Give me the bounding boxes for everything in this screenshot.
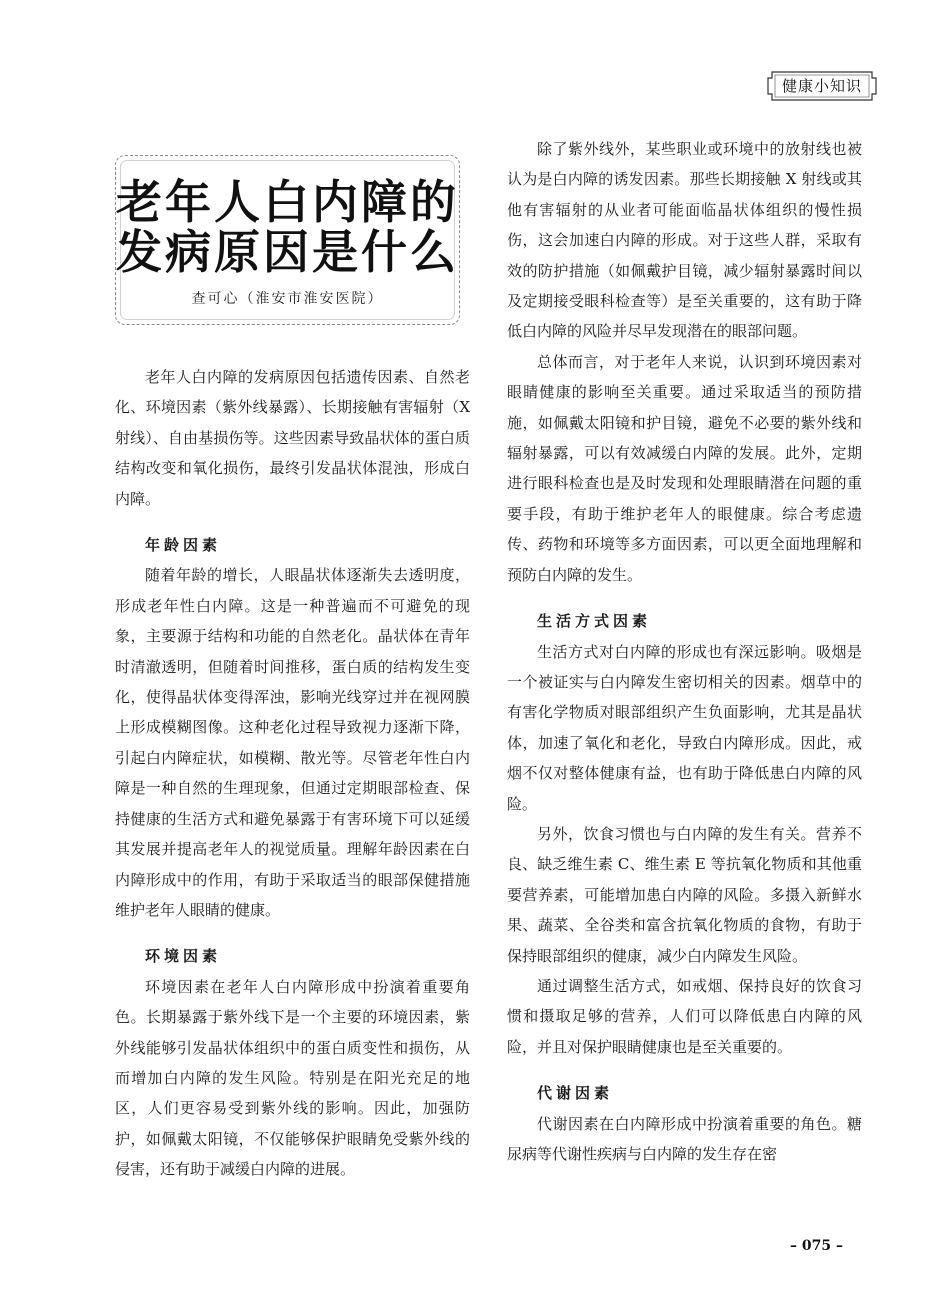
environment-paragraph-2: 除了紫外线外，某些职业或环境中的放射线也被认为是白内障的诱发因素。那些长期接触 X 射线或其他有害辐射的从业者可能面临晶状体组织的慢性损伤，这会加速白内障的形成。对于这些人群，采取有效的防护措施（如佩戴护目镜，减少辐射暴露时间以及定期接受眼科检查等）是至关重要的，这有助于降低白内障的风险并尽早发现潜在的眼部问题。	[507, 140, 862, 341]
heading-environment-factor: 环境因素	[145, 947, 222, 966]
lifestyle-paragraph-3: 通过调整生活方式，如戒烟、保持良好的饮食习惯和摄取足够的营养，人们可以降低患白内障的风险，并且对保护眼睛健康也是至关重要的。	[507, 976, 862, 1056]
article-author: 查可心（淮安市淮安医院）	[191, 291, 384, 307]
heading-lifestyle-factor: 生活方式因素	[537, 612, 652, 631]
article-title-line-1: 老年人白内障的	[116, 175, 459, 229]
page-number: – 075 –	[790, 1238, 843, 1254]
article-title-box	[115, 155, 460, 325]
lifestyle-paragraph-2: 另外，饮食习惯也与白内障的发生有关。营养不良、缺乏维生素 C、维生素 E 等抗氧化物质和其他重要营养素，可能增加患白内障的风险。多摄入新鲜水果、蔬菜、全谷类和富含抗氧化物质的食物，有助于保持眼部组织的健康，减少白内障发生风险。	[507, 824, 862, 965]
environment-paragraph-3: 总体而言，对于老年人来说，认识到环境因素对眼睛健康的影响至关重要。通过采取适当的预防措施，如佩戴太阳镜和护目镜，避免不必要的紫外线和辐射暴露，可以有效减缓白内障的发展。此外，定期进行眼科检查也是及时发现和处理眼睛潜在问题的重要手段，有助于维护老年人的眼健康。综合考虑遗传、药物和环境等多方面因素，可以更全面地理解和预防白内障的发生。	[507, 352, 862, 584]
heading-age-factor: 年龄因素	[145, 536, 222, 555]
intro-paragraph: 老年人白内障的发病原因包括遗传因素、自然老化、环境因素（紫外线暴露）、长期接触有害辐射（X 射线）、自由基损伤等。这些因素导致晶状体的蛋白质结构改变和氧化损伤，最终引发晶状体混浊，形成白内障。	[115, 368, 470, 508]
metabolic-paragraph-1: 代谢因素在白内障形成中扮演着重要的角色。糖尿病等代谢性疾病与白内障的发生存在密	[507, 1114, 862, 1163]
section-tag-label: 健康小知识	[781, 77, 862, 95]
right-column	[507, 134, 862, 1169]
age-paragraph: 随着年龄的增长，人眼晶状体逐渐失去透明度，形成老年性白内障。这是一种普遍而不可避免的现象，主要源于结构和功能的自然老化。晶状体在青年时清澈透明，但随着时间推移，蛋白质的结构发生变化，使得晶状体变得浑浊，影响光线穿过并在视网膜上形成模糊图像。这种老化过程导致视力逐渐下降，引起白内障症状，如模糊、散光等。尽管老年性白内障是一种自然的生理现象，但通过定期眼部检查、保持健康的生活方式和避免暴露于有害环境下可以延缓其发展并提高老年人的视觉质量。理解年龄因素在白内障形成中的作用，有助于采取适当的眼部保健措施维护老年人眼睛的健康。	[115, 566, 470, 919]
left-column	[115, 362, 470, 1185]
article-title-line-2: 发病原因是什么	[116, 225, 459, 279]
section-tag	[766, 70, 878, 102]
lifestyle-paragraph-1: 生活方式对白内障的形成也有深远影响。吸烟是一个被证实与白内障发生密切相关的因素。烟草中的有害化学物质对眼部组织产生负面影响，尤其是晶状体，加速了氧化和老化，导致白内障形成。因此，戒烟不仅对整体健康有益，也有助于降低患白内障的风险。	[507, 642, 862, 813]
environment-paragraph-1: 环境因素在老年人白内障形成中扮演着重要角色。长期暴露于紫外线下是一个主要的环境因素，紫外线能够引发晶状体组织中的蛋白质变性和损伤，从而增加白内障的发生风险。特别是在阳光充足的地区，人们更容易受到紫外线的影响。因此，加强防护，如佩戴太阳镜，不仅能够保护眼睛免受紫外线的侵害，还有助于减缓白内障的进展。	[115, 977, 470, 1179]
heading-metabolic-factor: 代谢因素	[537, 1084, 614, 1103]
